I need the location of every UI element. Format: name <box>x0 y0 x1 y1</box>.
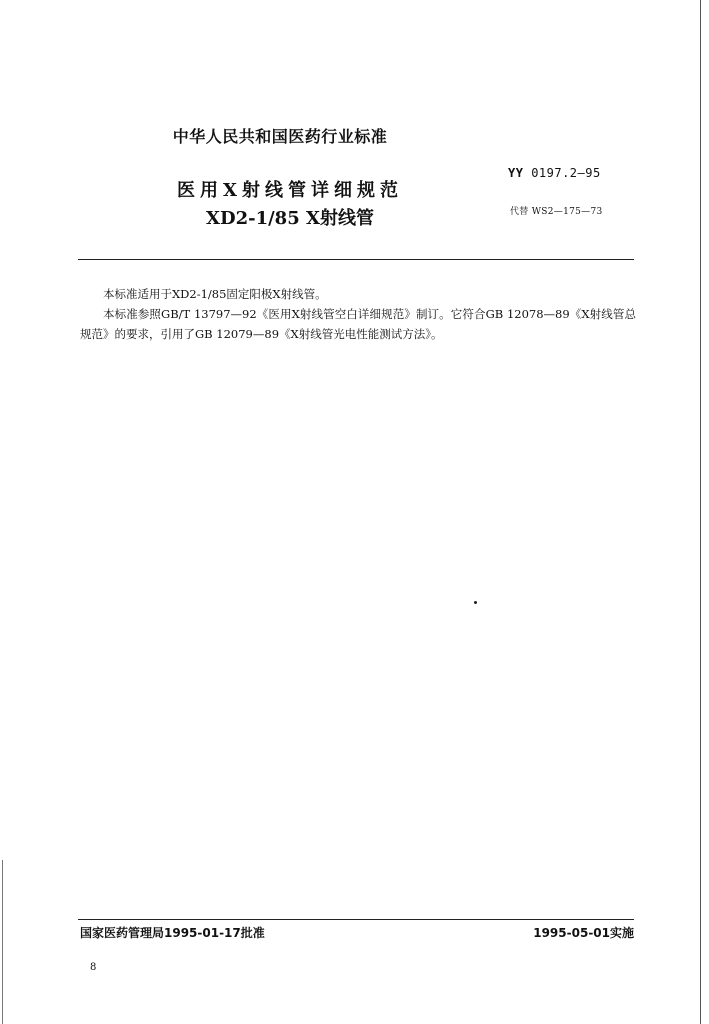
reference-paragraph: 本标准参照GB/T 13797—92《医用X射线管空白详细规范》制订。它符合GB 12078—89《X射线管总规范》的要求，引用了GB 12079—89《X射线管光电性能测试方法》。 <box>80 307 636 341</box>
footer-divider <box>78 919 634 920</box>
approval-date: 国家医药管理局1995-01-17批准 <box>80 926 265 940</box>
scope-paragraph: 本标准适用于XD2-1/85固定阳极X射线管。 <box>103 287 327 301</box>
industry-standard-header: 中华人民共和国医药行业标准 <box>172 127 388 146</box>
standard-code-prefix: YY <box>508 166 524 180</box>
page-number: 8 <box>90 962 97 973</box>
page-edge-right <box>700 0 701 1024</box>
stray-dot <box>474 601 477 604</box>
document-title: 医用X射线管详细规范 <box>177 180 403 201</box>
header-divider <box>78 259 634 260</box>
page-edge-left <box>2 860 3 1024</box>
body-text <box>80 284 636 344</box>
document-subtitle: XD2-1/85 X射线管 <box>206 208 374 229</box>
standard-code <box>508 166 601 180</box>
implementation-date: 1995-05-01实施 <box>533 926 634 940</box>
standard-code-number: 0197.2—95 <box>531 166 601 180</box>
replaces-standard: 代替 WS2—175—73 <box>510 207 603 217</box>
